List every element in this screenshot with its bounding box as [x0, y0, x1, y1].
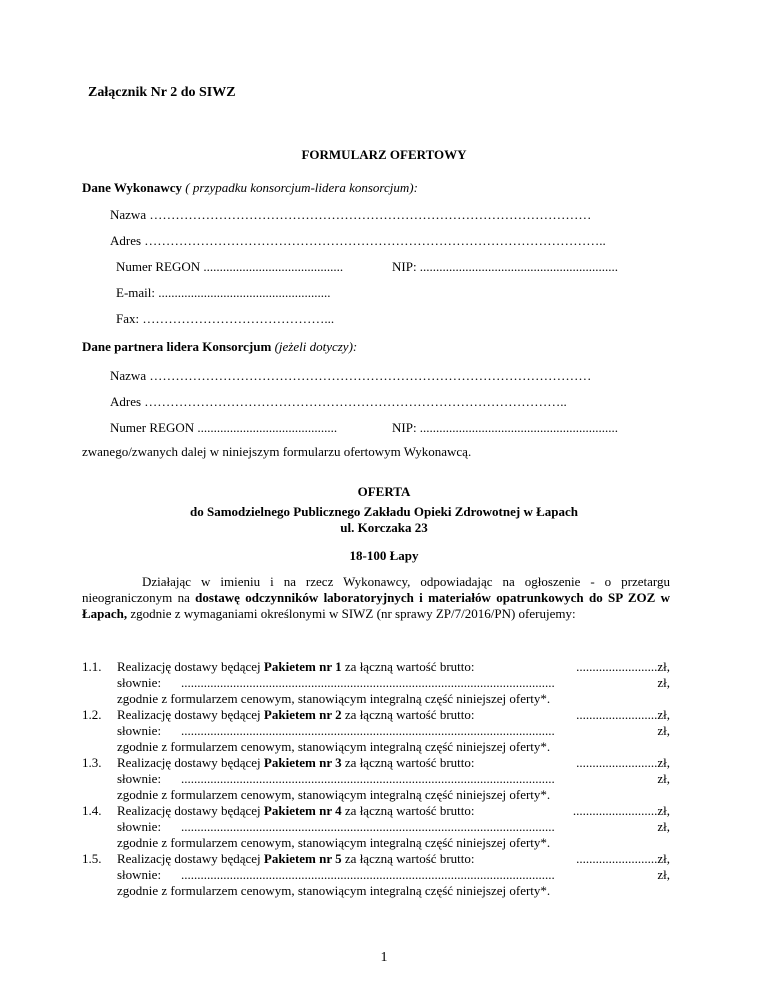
- package-item: [82, 803, 670, 851]
- contractor-fax-field: Fax: ……………………………………...: [116, 311, 335, 326]
- package-note: zgodnie z formularzem cenowym, stanowiącym integralną część niniejszej oferty*.: [117, 739, 551, 754]
- words-unit: zł,: [657, 819, 670, 834]
- package-text: Realizację dostawy będącej: [117, 659, 264, 674]
- words-unit: zł,: [657, 675, 670, 690]
- words-label: słownie:: [117, 771, 162, 786]
- offer-intro-bold: dostawę odczynników laboratoryjnych i materiałów opatrunkowych do SP ZOZ w Łapach,: [82, 590, 670, 621]
- partner-heading: [82, 339, 357, 355]
- offer-intro-part2: zgodnie z wymaganiami określonymi w SIWZ (nr sprawy ZP/7/2016/PN) oferujemy:: [127, 606, 576, 621]
- package-note: zgodnie z formularzem cenowym, stanowiącym integralną część niniejszej oferty*.: [117, 691, 551, 706]
- package-text-post: za łączną wartość brutto:: [341, 707, 475, 722]
- form-title: FORMULARZ OFERTOWY: [301, 147, 467, 162]
- contractor-heading-note: ( przypadku konsorcjum-lidera konsorcjum):: [182, 180, 418, 195]
- contractor-name-field: Nazwa …………………………………………………………………………………………: [110, 207, 592, 222]
- words-label: słownie:: [117, 819, 162, 834]
- package-number: 1.4.: [82, 803, 102, 818]
- words-field: ...................................................................................................................: [181, 867, 555, 882]
- package-number: 1.3.: [82, 755, 102, 770]
- package-text-post: za łączną wartość brutto:: [341, 803, 475, 818]
- amount-field: .........................zł,: [576, 707, 670, 722]
- package-label: Pakietem nr 3: [263, 755, 342, 770]
- package-item: [82, 707, 670, 755]
- partner-footer: zwanego/zwanych dalej w niniejszym formularzu ofertowym Wykonawcą.: [82, 444, 472, 459]
- package-note: zgodnie z formularzem cenowym, stanowiącym integralną część niniejszej oferty*.: [117, 883, 551, 898]
- package-text: Realizację dostawy będącej: [117, 707, 264, 722]
- amount-field: ..........................zł,: [572, 803, 670, 818]
- package-text: Realizację dostawy będącej: [117, 851, 264, 866]
- partner-regon-field: Numer REGON ...........................................: [110, 420, 338, 435]
- package-number: 1.2.: [82, 707, 102, 722]
- contractor-nip-field: NIP: .............................................................: [392, 259, 619, 274]
- offer-postal: 18-100 Łapy: [349, 548, 419, 563]
- package-text-post: za łączną wartość brutto:: [341, 659, 475, 674]
- package-text: Realizację dostawy będącej: [117, 803, 264, 818]
- contractor-heading: [82, 180, 418, 196]
- page-number: 1: [380, 950, 388, 965]
- contractor-address-field: Adres ……………………………………………………………………………………………..: [110, 233, 606, 248]
- amount-field: .........................zł,: [576, 755, 670, 770]
- annex-header: Załącznik Nr 2 do SIWZ: [88, 85, 236, 100]
- partner-heading-note: (jeżeli dotyczy):: [271, 339, 358, 354]
- package-label: Pakietem nr 4: [263, 803, 342, 818]
- words-unit: zł,: [657, 723, 670, 738]
- contractor-email-field: E-mail: .....................................................: [116, 285, 331, 300]
- package-item: [82, 755, 670, 803]
- amount-field: .........................zł,: [576, 851, 670, 866]
- amount-field: .........................zł,: [576, 659, 670, 674]
- package-number: 1.5.: [82, 851, 102, 866]
- offer-title: OFERTA: [357, 484, 411, 499]
- words-label: słownie:: [117, 675, 162, 690]
- package-number: 1.1.: [82, 659, 102, 674]
- package-text-post: za łączną wartość brutto:: [341, 851, 475, 866]
- words-field: ...................................................................................................................: [181, 675, 555, 690]
- words-field: ...................................................................................................................: [181, 819, 555, 834]
- package-text: Realizację dostawy będącej: [117, 755, 264, 770]
- contractor-regon-field: Numer REGON ...........................................: [116, 259, 344, 274]
- partner-name-field: Nazwa …………………………………………………………………………………………: [110, 368, 592, 383]
- package-note: zgodnie z formularzem cenowym, stanowiącym integralną część niniejszej oferty*.: [117, 835, 551, 850]
- offer-recipient-address: ul. Korczaka 23: [340, 520, 428, 535]
- package-item: [82, 851, 670, 899]
- package-label: Pakietem nr 1: [263, 659, 342, 674]
- package-label: Pakietem nr 5: [263, 851, 342, 866]
- package-note: zgodnie z formularzem cenowym, stanowiącym integralną część niniejszej oferty*.: [117, 787, 551, 802]
- partner-heading-label: Dane partnera lidera Konsorcjum: [82, 339, 272, 354]
- partner-nip-field: NIP: .............................................................: [392, 420, 619, 435]
- offer-intro-part1: Działając w imieniu i na rzecz Wykonawcy, odpowiadając na ogłoszenie - o przetargu nieograniczonym na: [82, 574, 670, 605]
- package-label: Pakietem nr 2: [263, 707, 342, 722]
- words-field: ...................................................................................................................: [181, 771, 555, 786]
- package-text-post: za łączną wartość brutto:: [341, 755, 475, 770]
- contractor-heading-label: Dane Wykonawcy: [82, 180, 183, 195]
- words-label: słownie:: [117, 723, 162, 738]
- partner-address-field: Adres ……………………………………………………………………………………..: [110, 394, 567, 409]
- offer-intro: [82, 574, 670, 622]
- words-unit: zł,: [657, 867, 670, 882]
- words-unit: zł,: [657, 771, 670, 786]
- words-label: słownie:: [117, 867, 162, 882]
- package-item: [82, 659, 670, 707]
- offer-recipient: do Samodzielnego Publicznego Zakładu Opieki Zdrowotnej w Łapach: [189, 504, 578, 519]
- words-field: ...................................................................................................................: [181, 723, 555, 738]
